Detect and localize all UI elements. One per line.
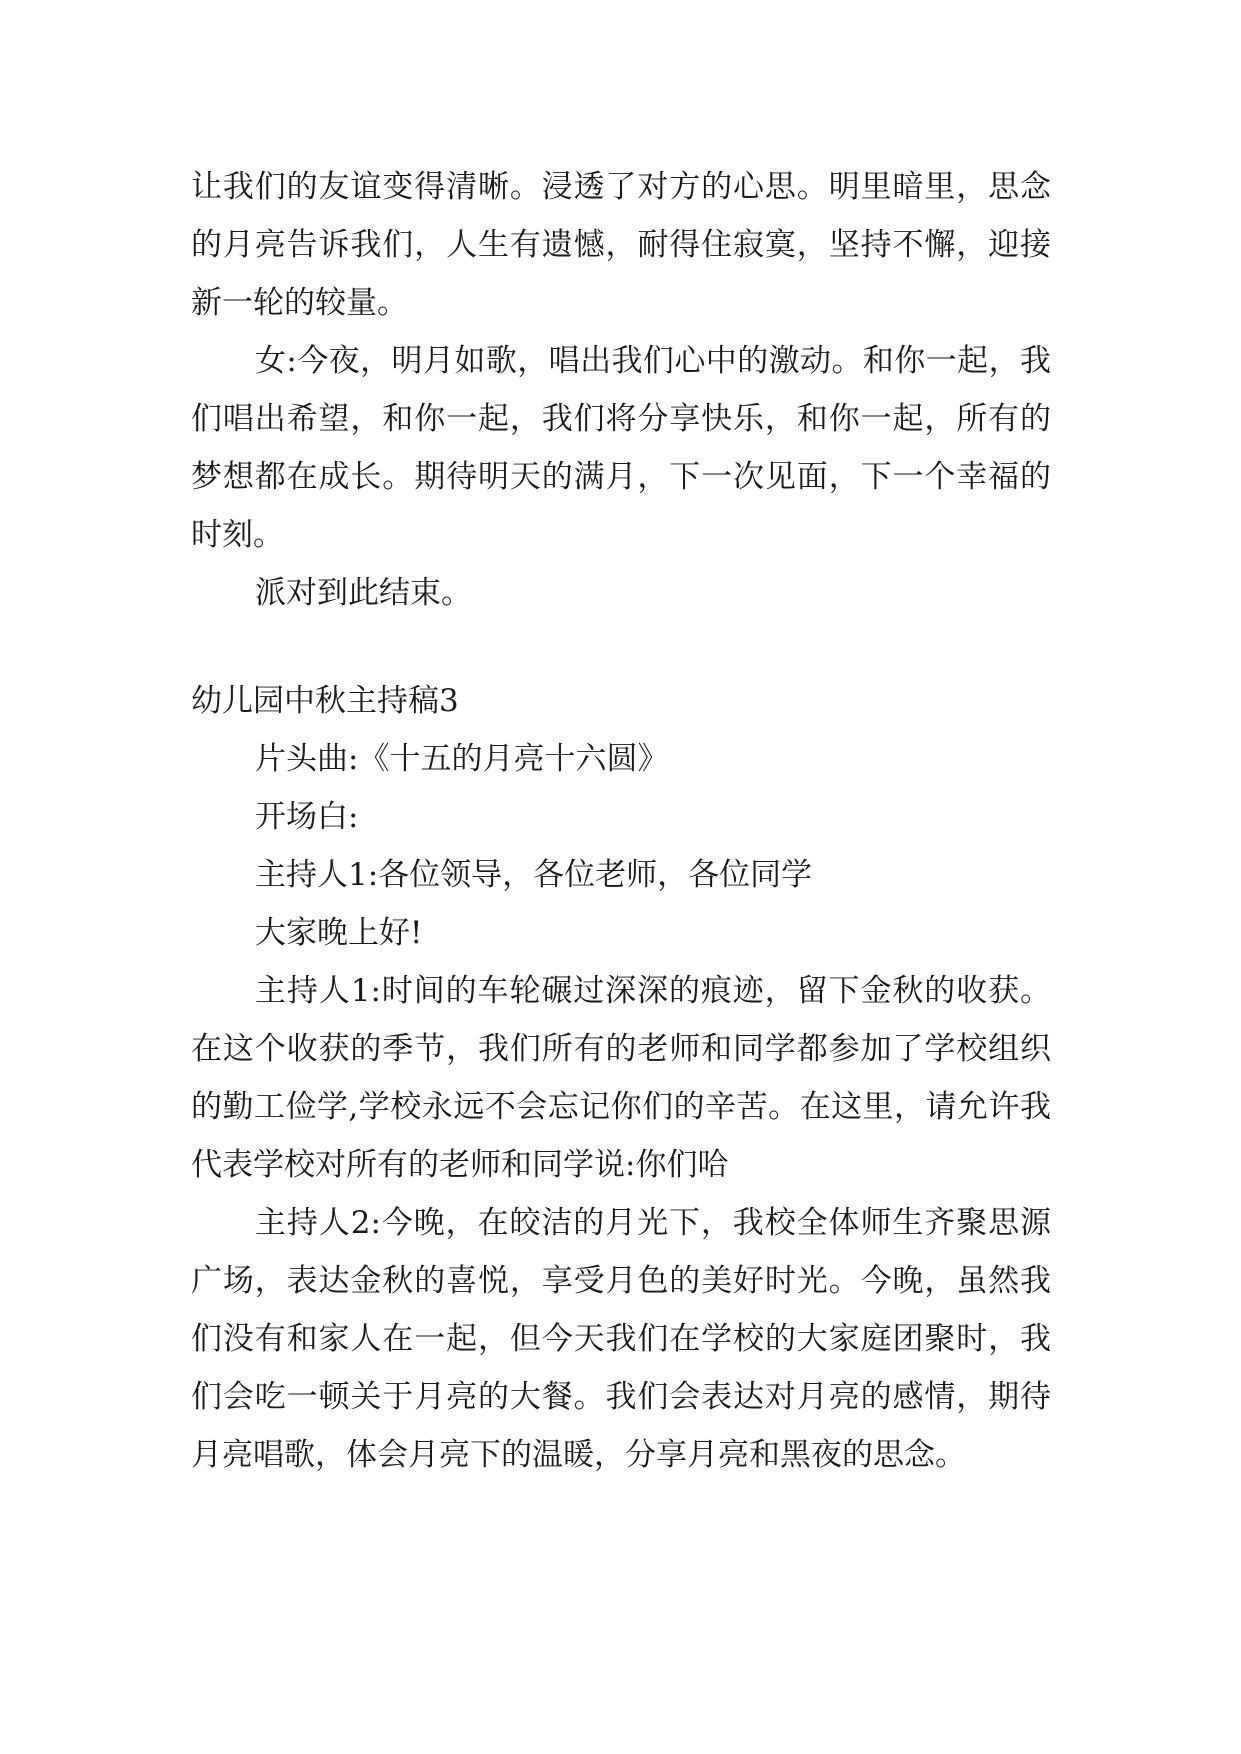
paragraph-2: 女:今夜，明月如歌，唱出我们心中的激动。和你一起，我们唱出希望，和你一起，我们将分享快乐，和你一起，所有的梦想都在成长。期待明天的满月，下一次见面，下一个幸福的时刻。 [191, 343, 1051, 553]
section-title: 幼儿园中秋主持稿3 [191, 683, 459, 719]
opening-song-line: 片头曲:《十五的月亮十六圆》 [255, 741, 669, 777]
opening-remarks-label: 开场白: [255, 799, 359, 835]
paragraph-3: 派对到此结束。 [255, 575, 472, 611]
paragraph-1: 让我们的友谊变得清晰。浸透了对方的心思。明里暗里，思念的月亮告诉我们，人生有遗憾，耐得住寂寞，坚持不懈，迎接新一轮的较量。 [191, 169, 1051, 321]
document-body [191, 158, 1051, 1484]
host2-speech: 主持人2:今晚，在皎洁的月光下，我校全体师生齐聚思源广场，表达金秋的喜悦，享受月色的美好时光。今晚，虽然我们没有和家人在一起，但今天我们在学校的大家庭团聚时，我们会吃一顿关于月亮的大餐。我们会表达对月亮的感情，期待月亮唱歌，体会月亮下的温暖，分享月亮和黑夜的思念。 [191, 1205, 1051, 1473]
host1-greeting: 主持人1:各位领导，各位老师，各位同学 [255, 857, 813, 893]
greeting-line: 大家晚上好! [255, 915, 423, 951]
host1-speech: 主持人1:时间的车轮碾过深深的痕迹，留下金秋的收获。在这个收获的季节，我们所有的老师和同学都参加了学校组织的勤工俭学,学校永远不会忘记你们的辛苦。在这里，请允许我代表学校对所有的老师和同学说:你们哈 [191, 973, 1051, 1183]
